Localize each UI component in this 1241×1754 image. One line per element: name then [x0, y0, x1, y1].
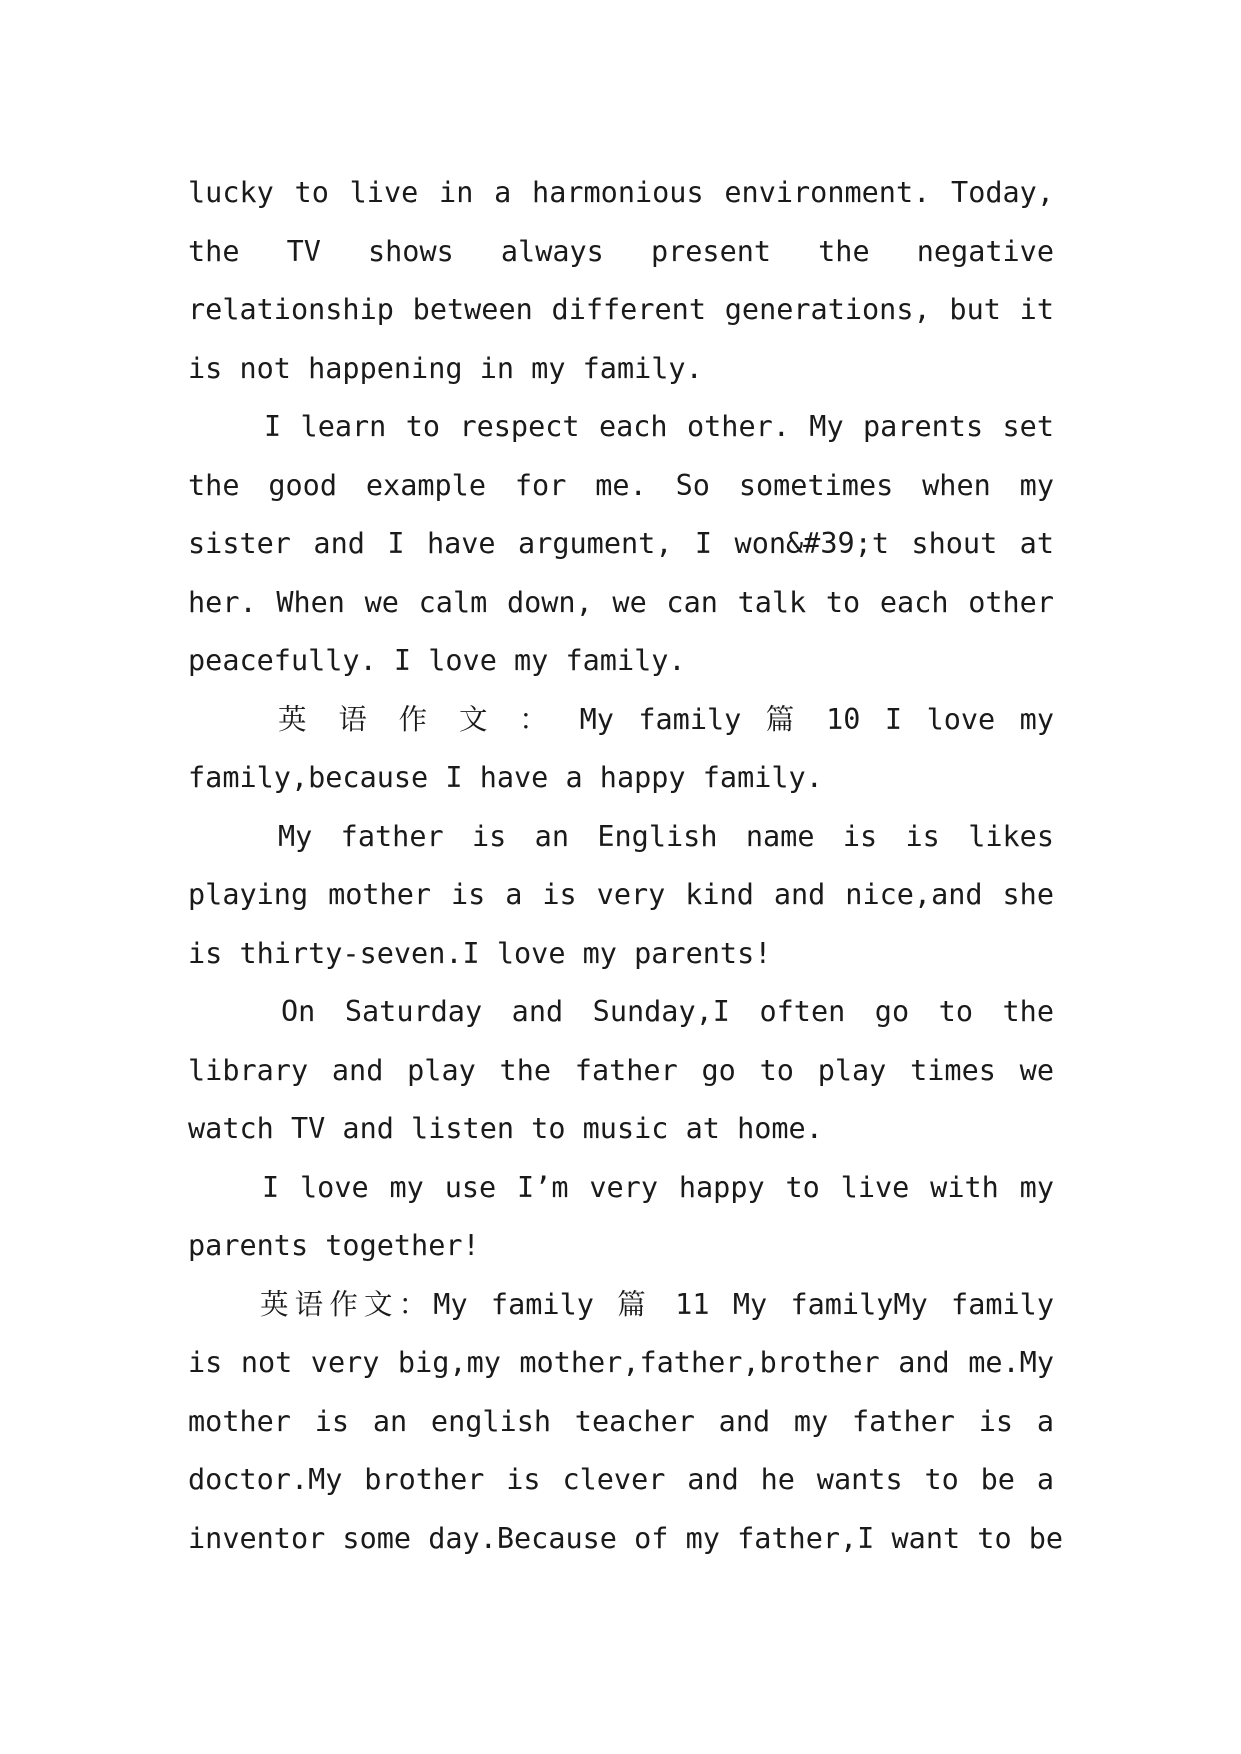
text-line: her. When we calm down, we can talk to each other	[188, 585, 1054, 619]
text-line: library and play the father go to play times we	[188, 1053, 1054, 1087]
document-page	[188, 164, 1064, 1568]
text-line: 英语作文：My family 篇 11 My familyMy family	[260, 1287, 1054, 1321]
text-line: the TV shows always present the negative	[188, 234, 1054, 268]
text-line: I love my use I’m very happy to live with my	[262, 1170, 1054, 1204]
text-line: I learn to respect each other. My parents set	[264, 410, 1054, 443]
text-line: lucky to live in a harmonious environment. Today,	[188, 176, 1054, 209]
text-line: the good example for me. So sometimes when my	[188, 468, 1054, 502]
text-line: On Saturday and Sunday,I often go to the	[281, 995, 1054, 1028]
text-line: parents together!	[188, 1229, 480, 1262]
text-line: watch TV and listen to music at home.	[188, 1112, 823, 1145]
text-line: relationship between different generations, but it	[188, 293, 1054, 326]
text-line: peacefully. I love my family.	[188, 644, 686, 677]
text-line: playing mother is a is very kind and nice,and she	[188, 878, 1054, 911]
text-line: inventor some day.Because of my father,I want to be	[188, 1521, 1064, 1555]
text-line: is not happening in my family.	[188, 351, 703, 385]
text-line: My father is an English name is is likes	[278, 819, 1054, 853]
text-line: mother is an english teacher and my father is a	[188, 1404, 1054, 1438]
text-line: sister and I have argument, I won&#39;t shout at	[188, 527, 1054, 560]
text-line: doctor.My brother is clever and he wants to be a	[188, 1463, 1054, 1496]
text-line: family,because I have a happy family.	[188, 761, 823, 794]
text-line: 英 语 作 文 ： My family 篇 10 I love my	[278, 702, 1054, 736]
text-line: is not very big,my mother,father,brother and me.My	[188, 1346, 1054, 1379]
text-line: is thirty-seven.I love my parents!	[188, 936, 772, 970]
